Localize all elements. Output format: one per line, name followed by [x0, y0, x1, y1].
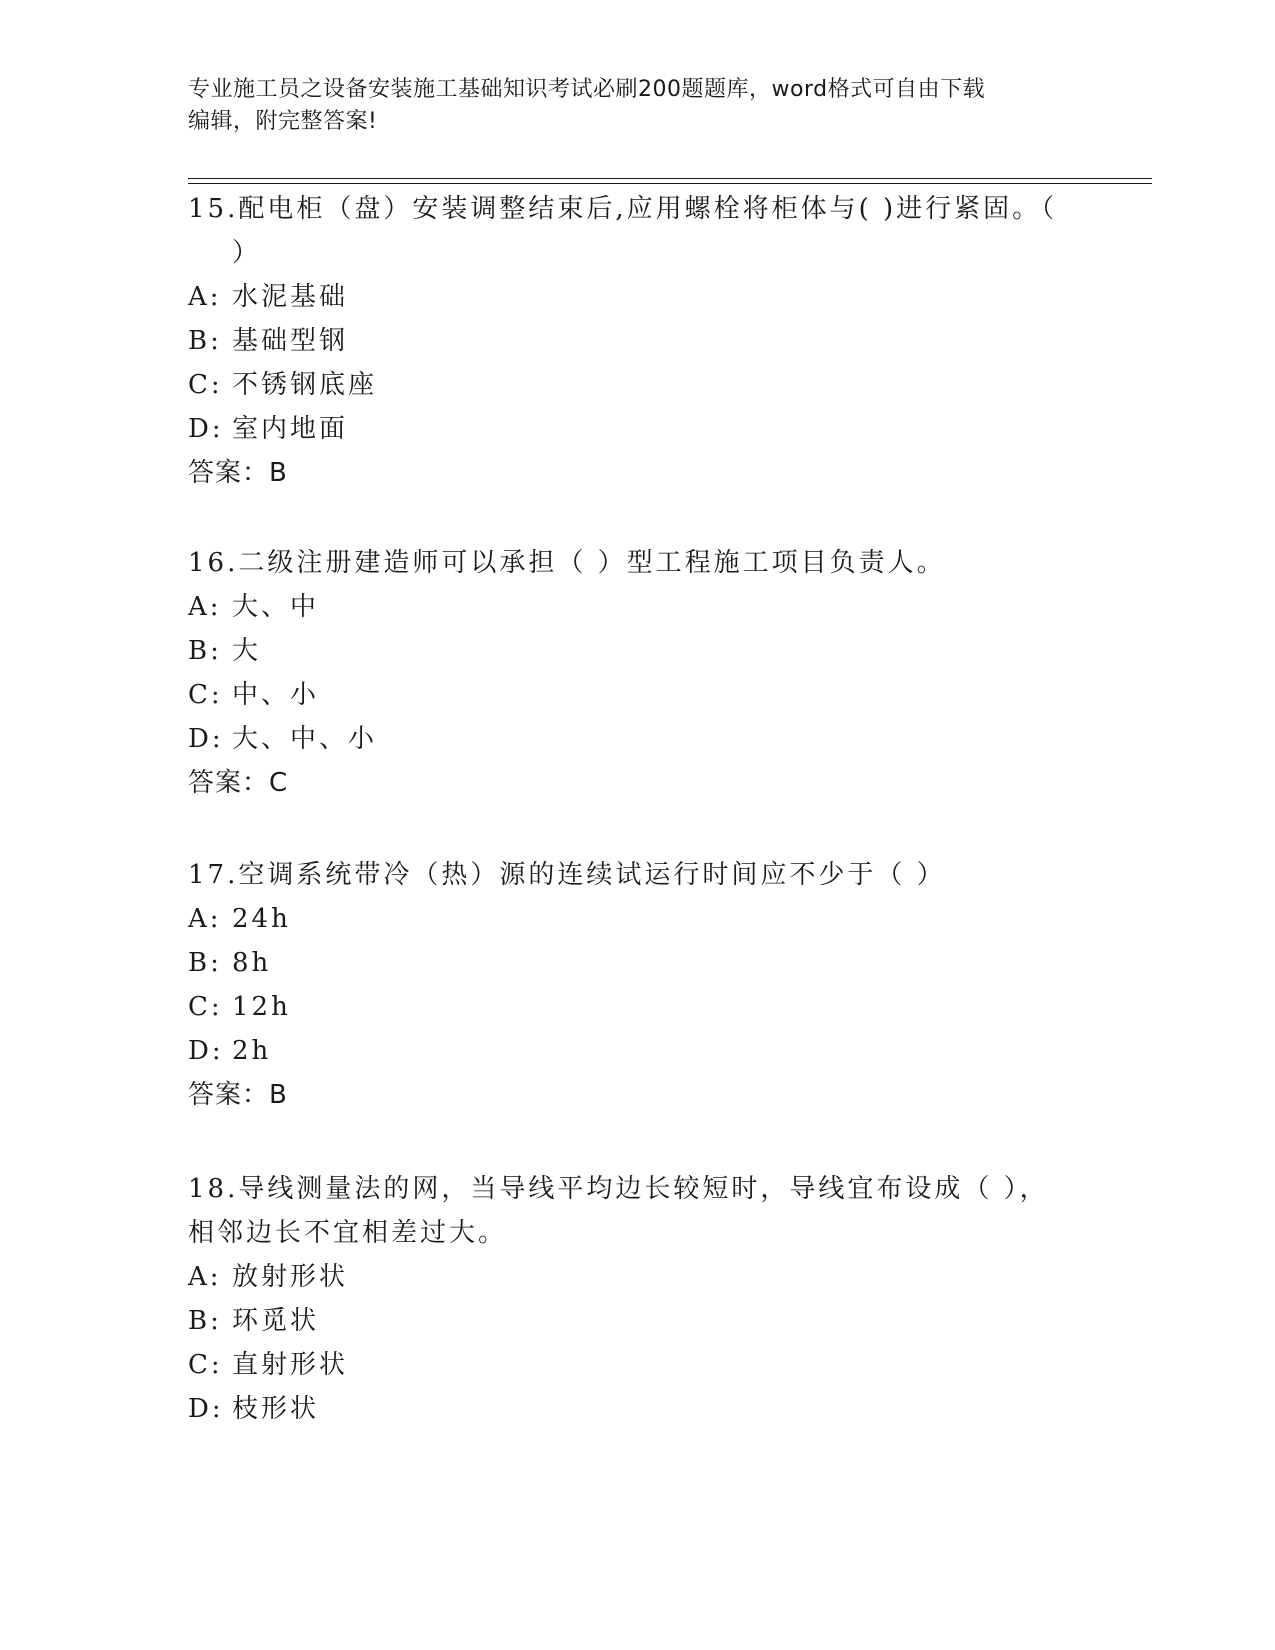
header-line-1: 专业施工员之设备安装施工基础知识考试必刷200题题库，word格式可自由下载	[188, 77, 986, 102]
option-letter: B:	[188, 636, 222, 666]
option-a	[188, 896, 291, 942]
option-c	[188, 1342, 348, 1388]
option-text: 大	[232, 636, 262, 666]
option-b	[188, 940, 271, 986]
option-d	[188, 1028, 271, 1074]
option-letter: C:	[188, 1350, 223, 1380]
option-text: 基础型钢	[232, 326, 349, 356]
option-c	[188, 362, 377, 408]
option-text: 水泥基础	[232, 282, 349, 312]
answer-line: 答案：B	[188, 1080, 288, 1110]
option-b	[188, 1298, 319, 1344]
option-text: 直射形状	[232, 1350, 349, 1380]
option-letter: A:	[188, 592, 222, 622]
option-a	[188, 1254, 348, 1300]
option-text: 室内地面	[232, 414, 349, 444]
option-letter: B:	[188, 326, 222, 356]
option-letter: A:	[188, 904, 222, 934]
option-letter: B:	[188, 948, 222, 978]
header-divider-top	[188, 178, 1152, 179]
option-text: 12h	[232, 992, 291, 1022]
option-b	[188, 318, 348, 364]
option-text: 大、中	[232, 592, 320, 622]
question-stem: 18.导线测量法的网，当导线平均边长较短时，导线宜布设成（ ），	[188, 1174, 1049, 1204]
option-text: 环觅状	[232, 1306, 320, 1336]
option-text: 大、中、小	[232, 724, 378, 754]
question-stem-continued: 相邻边长不宜相差过大。	[188, 1218, 508, 1248]
option-d	[188, 406, 348, 452]
option-text: 放射形状	[232, 1262, 349, 1292]
option-letter: C:	[188, 370, 223, 400]
option-text: 枝形状	[232, 1394, 320, 1424]
question-stem: 15.配电柜（盘）安装调整结束后,应用螺栓将柜体与( )进行紧固。（	[188, 194, 1058, 224]
option-letter: D:	[188, 414, 224, 444]
document-header	[188, 74, 1088, 138]
question-stem: 17.空调系统带冷（热）源的连续试运行时间应不少于（ ）	[188, 860, 946, 890]
option-text: 24h	[232, 904, 291, 934]
option-c	[188, 672, 319, 718]
option-letter: A:	[188, 1262, 222, 1292]
option-letter: D:	[188, 1394, 224, 1424]
question-stem: 16.二级注册建造师可以承担（ ）型工程施工项目负责人。	[188, 548, 946, 578]
answer-line: 答案：C	[188, 768, 289, 798]
option-text: 8h	[232, 948, 272, 978]
option-text: 不锈钢底座	[232, 370, 378, 400]
option-letter: B:	[188, 1306, 222, 1336]
option-c	[188, 984, 291, 1030]
option-letter: A:	[188, 282, 222, 312]
header-divider-bottom	[188, 183, 1152, 184]
option-a	[188, 274, 348, 320]
option-letter: D:	[188, 724, 224, 754]
answer-line: 答案：B	[188, 458, 288, 488]
option-a	[188, 584, 319, 630]
option-letter: C:	[188, 680, 223, 710]
option-text: 2h	[232, 1036, 272, 1066]
option-text: 中、小	[232, 680, 320, 710]
option-letter: C:	[188, 992, 223, 1022]
question-stem-continued: ）	[232, 238, 262, 268]
header-line-2: 编辑，附完整答案!	[188, 109, 378, 134]
option-d	[188, 716, 377, 762]
option-d	[188, 1386, 319, 1432]
option-letter: D:	[188, 1036, 224, 1066]
option-b	[188, 628, 261, 674]
